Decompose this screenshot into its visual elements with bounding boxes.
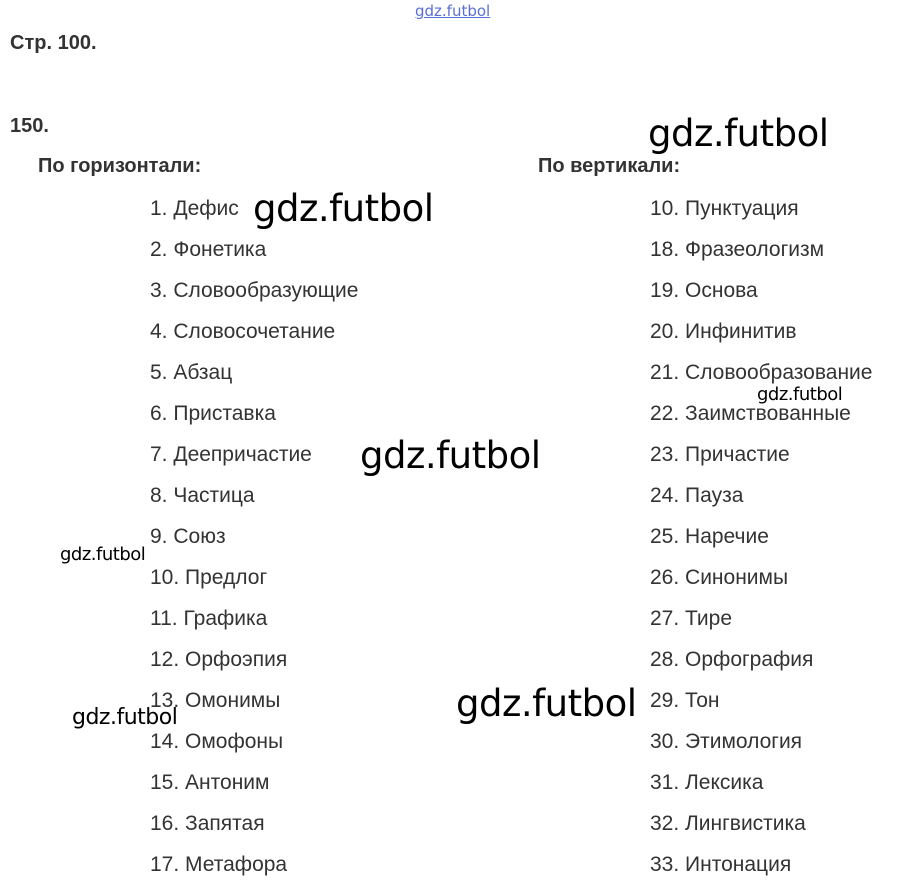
list-item: 14. Омофоны: [150, 730, 284, 753]
watermark: gdz.futbol: [757, 384, 843, 405]
list-item: 10. Предлог: [150, 566, 268, 589]
list-item: 13. Омонимы: [150, 689, 281, 712]
watermark: gdz.futbol: [648, 112, 829, 155]
top-watermark-link[interactable]: gdz.futbol: [415, 2, 491, 20]
list-item: 26. Синонимы: [650, 566, 789, 589]
list-item: 10. Пунктуация: [650, 197, 799, 220]
list-item: 9. Союз: [150, 525, 226, 548]
list-item: 19. Основа: [650, 279, 758, 302]
list-item: 22. Заимствованные: [650, 402, 851, 425]
watermark: gdz.futbol: [360, 434, 541, 477]
horizontal-answers-list: [150, 188, 358, 885]
watermark: gdz.futbol: [60, 544, 146, 565]
list-item: 17. Метафора: [150, 853, 288, 876]
list-item: 32. Лингвистика: [650, 812, 806, 835]
horizontal-heading: По горизонтали:: [38, 155, 202, 177]
list-item: 2. Фонетика: [150, 238, 267, 261]
list-item: 24. Пауза: [650, 484, 744, 507]
list-item: 7. Деепричастие: [150, 443, 312, 466]
list-item: 23. Причастие: [650, 443, 790, 466]
watermark: gdz.futbol: [253, 187, 434, 230]
list-item: 31. Лексика: [650, 771, 764, 794]
list-item: 20. Инфинитив: [650, 320, 797, 343]
list-item: 12. Орфоэпия: [150, 648, 288, 671]
list-item: 18. Фразеологизм: [650, 238, 825, 261]
list-item: 15. Антоним: [150, 771, 270, 794]
watermark: gdz.futbol: [456, 682, 637, 725]
vertical-answers-list: [650, 188, 872, 885]
list-item: 6. Приставка: [150, 402, 276, 425]
watermark: gdz.futbol: [72, 705, 178, 730]
list-item: 1. Дефис: [150, 197, 239, 220]
list-item: 8. Частица: [150, 484, 255, 507]
page-reference: Стр. 100.: [10, 32, 97, 54]
list-item: 30. Этимология: [650, 730, 803, 753]
list-item: 27. Тире: [650, 607, 733, 630]
list-item: 5. Абзац: [150, 361, 233, 384]
list-item: 29. Тон: [650, 689, 720, 712]
list-item: 33. Интонация: [650, 853, 792, 876]
list-item: 11. Графика: [150, 607, 268, 630]
list-item: 3. Словообразующие: [150, 279, 359, 302]
task-number: 150.: [10, 115, 49, 137]
list-item: 28. Орфография: [650, 648, 814, 671]
list-item: 4. Словосочетание: [150, 320, 336, 343]
vertical-heading: По вертикали:: [538, 155, 681, 177]
list-item: 25. Наречие: [650, 525, 769, 548]
list-item: 21. Словообразование: [650, 361, 873, 384]
list-item: 16. Запятая: [150, 812, 265, 835]
